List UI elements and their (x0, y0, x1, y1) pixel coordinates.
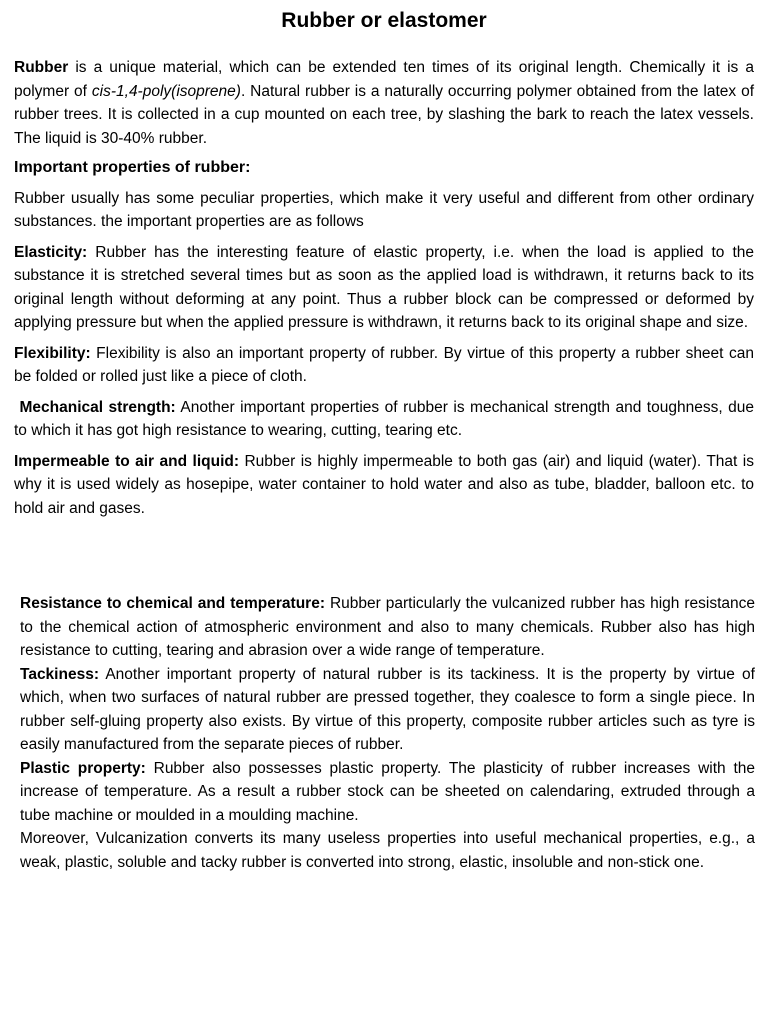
property-mechanical-strength (14, 396, 754, 443)
property-text: Rubber is highly impermeable to both gas (air) and liquid (water). That is why it is used widely as hosepipe, water container to hold water and also as tube, bladder, balloon etc. to hold air and gases. (14, 452, 754, 517)
property-term: Tackiness: (20, 665, 99, 683)
property-term: Impermeable to air and liquid: (14, 452, 240, 470)
property-elasticity (14, 241, 754, 335)
property-text: Rubber particularly the vulcanized rubber has high resistance to the chemical action of atmospheric environment and also to many chemicals. Rubber also has high resistance to cutting, tearing and abrasion over a wide range of temperature. (20, 595, 755, 659)
property-resistance (20, 592, 755, 663)
property-term: Resistance to chemical and temperature: (20, 595, 325, 612)
properties-heading: Important properties of rubber: (14, 159, 251, 176)
intro-paragraph (14, 56, 754, 150)
property-text: Rubber also possesses plastic property. The plasticity of rubber increases with the increase of temperature. As a result a rubber stock can be sheeted on calendaring, extruded through a tube machine or moulded in a moulding machine. (20, 759, 755, 824)
properties-intro: Rubber usually has some peculiar properties, which make it very useful and different from other ordinary substances. the important properties are as follows (14, 189, 754, 230)
property-tackiness (20, 663, 755, 757)
property-text: Flexibility is also an important property of rubber. By virtue of this property a rubber sheet can be folded or rolled just like a piece of cloth. (14, 344, 754, 385)
property-text: Rubber has the interesting feature of elastic property, i.e. when the load is applied to the substance it is stretched several times but as soon as the applied load is withdrawn, it returns back to its original length without deforming at any point. Thus a rubber block can be compressed or deformed by applying pressure but when the applied pressure is withdrawn, it returns back to its original shape and size. (14, 243, 754, 331)
intro-formula: cis-1,4-poly(isoprene) (91, 82, 241, 100)
property-term: Flexibility: (14, 344, 91, 362)
property-flexibility (14, 342, 754, 389)
intro-term: Rubber (14, 59, 69, 76)
page-title: Rubber or elastomer (281, 9, 487, 32)
property-term: Plastic property: (20, 759, 146, 777)
intro-text-b: . Natural rubber is a naturally occurring polymer obtained from the latex of rubber trees. It is collected in a cup mounted on each tree, by slashing the bark to reach the latex vessels. The liquid is 30-40% rubber. (14, 82, 755, 147)
property-plastic (20, 757, 755, 828)
lower-section (20, 592, 755, 874)
intro-text-a: is a unique material, which can be extended ten times of its original length. Chemically it is a polymer of (14, 59, 754, 100)
property-text: Another important property of natural rubber is its tackiness. It is the property by virtue of which, when two surfaces of natural rubber are pressed together, they coalesce to form a single piece. In rubber self-gluing property also exists. By virtue of this property, composite rubber articles such as tyre is easily manufactured from the separate pieces of rubber. (20, 665, 755, 753)
property-text: Another important properties of rubber is mechanical strength and toughness, due to which it has got high resistance to wearing, cutting, tearing etc. (14, 398, 754, 439)
upper-section (14, 56, 754, 520)
property-term: Elasticity: (14, 243, 88, 261)
property-impermeable (14, 450, 754, 521)
property-term: Mechanical strength: (19, 398, 176, 416)
conclusion-paragraph: Moreover, Vulcanization converts its many useless properties into useful mechanical properties, e.g., a weak, plastic, soluble and tacky rubber is converted into strong, elastic, insoluble and non-stick one. (20, 830, 755, 871)
